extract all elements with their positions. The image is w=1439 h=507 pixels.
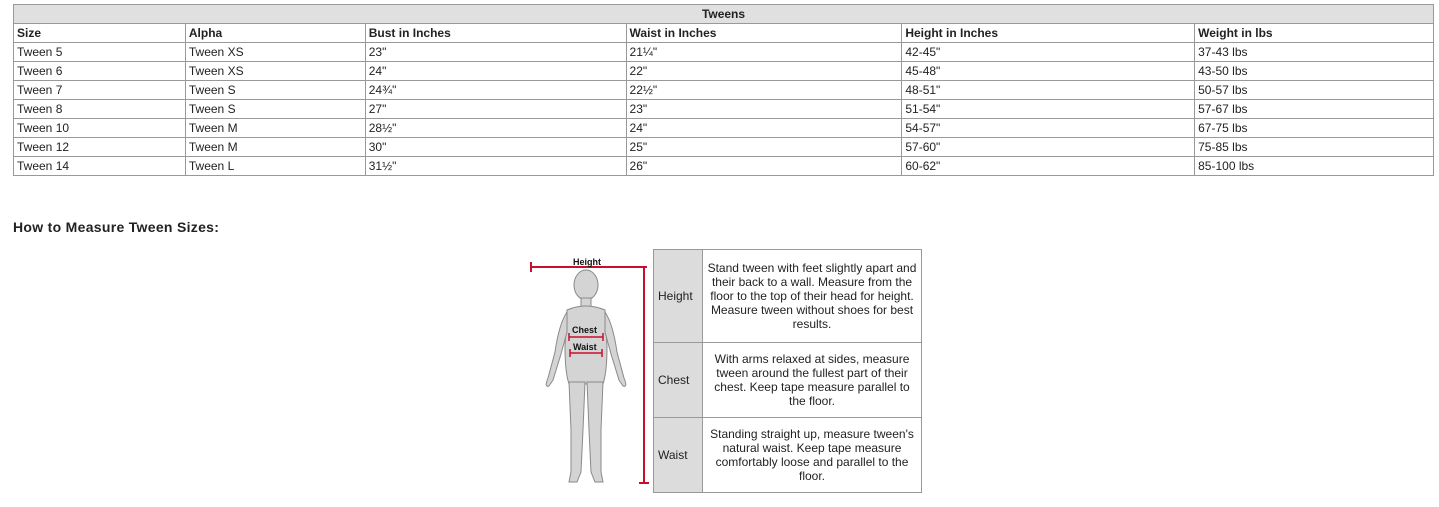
- table-cell: 23": [365, 43, 626, 62]
- instruction-row: [654, 250, 922, 343]
- table-cell: 57-60": [902, 138, 1195, 157]
- table-cell: 30": [365, 138, 626, 157]
- instruction-row: [654, 343, 922, 418]
- instruction-label: Waist: [654, 418, 703, 493]
- table-cell: 37-43 lbs: [1195, 43, 1434, 62]
- table-cell: Tween 8: [14, 100, 186, 119]
- body-silhouette: [546, 270, 626, 482]
- measurement-figure: [527, 252, 655, 494]
- column-header: Size: [14, 24, 186, 43]
- table-cell: 26": [626, 157, 902, 176]
- column-header: Waist in Inches: [626, 24, 902, 43]
- table-header-row: [14, 24, 1434, 43]
- table-cell: Tween 5: [14, 43, 186, 62]
- table-cell: 27": [365, 100, 626, 119]
- table-cell: Tween M: [185, 119, 365, 138]
- table-cell: Tween 6: [14, 62, 186, 81]
- table-cell: 54-57": [902, 119, 1195, 138]
- table-row: [14, 100, 1434, 119]
- table-title: Tweens: [14, 5, 1434, 24]
- figure-label-chest: Chest: [572, 325, 598, 335]
- table-cell: Tween 7: [14, 81, 186, 100]
- table-cell: Tween 10: [14, 119, 186, 138]
- instruction-label: Height: [654, 250, 703, 343]
- table-cell: 51-54": [902, 100, 1195, 119]
- table-cell: 24": [365, 62, 626, 81]
- table-cell: 23": [626, 100, 902, 119]
- table-cell: 21¼": [626, 43, 902, 62]
- table-cell: 75-85 lbs: [1195, 138, 1434, 157]
- table-row: [14, 119, 1434, 138]
- table-cell: Tween M: [185, 138, 365, 157]
- table-cell: 67-75 lbs: [1195, 119, 1434, 138]
- instruction-text: Stand tween with feet slightly apart and their back to a wall. Measure from the floor to the top of their head for height. Measure tween without shoes for best results.: [703, 250, 922, 343]
- table-cell: 31½": [365, 157, 626, 176]
- table-cell: 45-48": [902, 62, 1195, 81]
- table-cell: 25": [626, 138, 902, 157]
- table-cell: 48-51": [902, 81, 1195, 100]
- table-cell: Tween XS: [185, 43, 365, 62]
- table-cell: 24": [626, 119, 902, 138]
- table-cell: Tween 14: [14, 157, 186, 176]
- column-header: Height in Inches: [902, 24, 1195, 43]
- table-cell: 85-100 lbs: [1195, 157, 1434, 176]
- table-cell: 43-50 lbs: [1195, 62, 1434, 81]
- table-caption-row: [14, 5, 1434, 24]
- column-header: Weight in lbs: [1195, 24, 1434, 43]
- table-cell: 57-67 lbs: [1195, 100, 1434, 119]
- instruction-row: [654, 418, 922, 493]
- table-cell: 24¾": [365, 81, 626, 100]
- column-header: Alpha: [185, 24, 365, 43]
- instruction-text: With arms relaxed at sides, measure tween around the fullest part of their chest. Keep tape measure parallel to the floor.: [703, 343, 922, 418]
- table-cell: 28½": [365, 119, 626, 138]
- table-cell: Tween S: [185, 81, 365, 100]
- table-cell: Tween S: [185, 100, 365, 119]
- instruction-text: Standing straight up, measure tween's natural waist. Keep tape measure comfortably loose and parallel to the floor.: [703, 418, 922, 493]
- measure-heading: How to Measure Tween Sizes:: [13, 219, 220, 235]
- table-cell: 22½": [626, 81, 902, 100]
- body-silhouette-illustration: [527, 252, 655, 494]
- table-cell: 60-62": [902, 157, 1195, 176]
- figure-label-height: Height: [573, 257, 601, 267]
- table-row: [14, 138, 1434, 157]
- table-row: [14, 43, 1434, 62]
- size-chart-table: [13, 4, 1434, 176]
- measure-instructions-table: [653, 249, 922, 493]
- table-cell: Tween XS: [185, 62, 365, 81]
- table-cell: Tween 12: [14, 138, 186, 157]
- table-cell: 50-57 lbs: [1195, 81, 1434, 100]
- table-row: [14, 157, 1434, 176]
- column-header: Bust in Inches: [365, 24, 626, 43]
- figure-label-waist: Waist: [573, 342, 597, 352]
- table-cell: Tween L: [185, 157, 365, 176]
- table-row: [14, 81, 1434, 100]
- instruction-label: Chest: [654, 343, 703, 418]
- table-cell: 42-45": [902, 43, 1195, 62]
- table-cell: 22": [626, 62, 902, 81]
- table-row: [14, 62, 1434, 81]
